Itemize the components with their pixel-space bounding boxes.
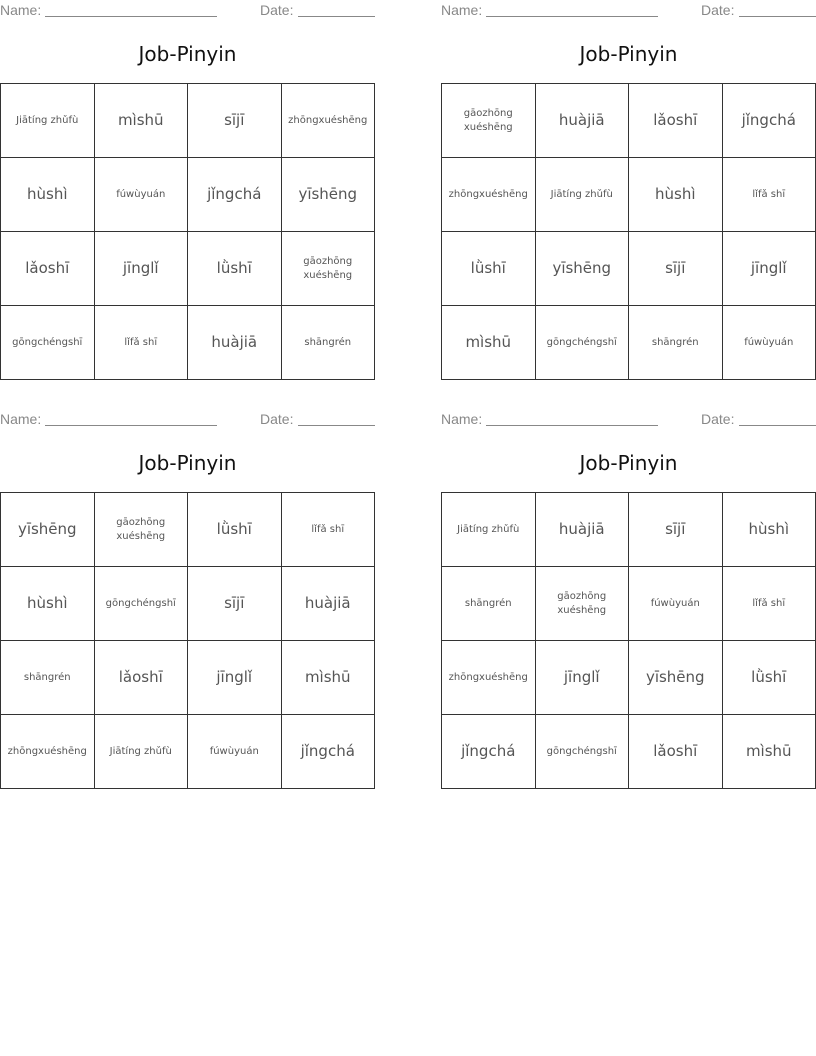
grid-cell: zhōngxuéshēng bbox=[442, 158, 536, 232]
grid-cell: fúwùyuán bbox=[629, 567, 723, 641]
date-blank bbox=[298, 16, 375, 17]
grid-cell: hùshì bbox=[1, 567, 95, 641]
card-title: Job-Pinyin bbox=[138, 451, 237, 475]
bingo-card bbox=[441, 0, 816, 380]
grid-row bbox=[1, 641, 375, 715]
name-label: Name: bbox=[441, 2, 483, 18]
grid-cell: jīnglǐ bbox=[722, 232, 816, 306]
grid-cell: yīshēng bbox=[535, 232, 629, 306]
date-label: Date: bbox=[701, 411, 735, 427]
grid-row bbox=[1, 493, 375, 567]
bingo-grid bbox=[0, 83, 375, 380]
grid-cell: jǐngchá bbox=[442, 715, 536, 789]
grid-cell: sījī bbox=[629, 493, 723, 567]
grid-cell: yīshēng bbox=[281, 158, 375, 232]
grid-cell: hùshì bbox=[1, 158, 95, 232]
grid-cell: lǎoshī bbox=[629, 715, 723, 789]
bingo-grid bbox=[441, 492, 816, 789]
grid-cell: Jiātíng zhǔfù bbox=[1, 84, 95, 158]
grid-cell: Jiātíng zhǔfù bbox=[94, 715, 188, 789]
grid-cell: hùshì bbox=[722, 493, 816, 567]
grid-cell: lǜshī bbox=[722, 641, 816, 715]
grid-cell: huàjiā bbox=[188, 306, 282, 380]
bingo-card bbox=[441, 409, 816, 789]
grid-cell: lǐfǎ shī bbox=[94, 306, 188, 380]
grid-cell: shāngrén bbox=[1, 641, 95, 715]
name-label: Name: bbox=[0, 411, 42, 427]
grid-cell: zhōngxuéshēng bbox=[1, 715, 95, 789]
bingo-card bbox=[0, 0, 375, 380]
grid-cell: lǜshī bbox=[188, 232, 282, 306]
grid-cell: mìshū bbox=[94, 84, 188, 158]
grid-cell: gōngchéngshī bbox=[535, 715, 629, 789]
bingo-grid bbox=[0, 492, 375, 789]
grid-cell: gāozhōng xuéshēng bbox=[535, 567, 629, 641]
grid-cell: gōngchéngshī bbox=[535, 306, 629, 380]
card-header bbox=[0, 411, 375, 429]
grid-row bbox=[1, 567, 375, 641]
grid-cell: fúwùyuán bbox=[188, 715, 282, 789]
grid-cell: lǜshī bbox=[442, 232, 536, 306]
grid-cell: huàjiā bbox=[281, 567, 375, 641]
grid-cell: gāozhōng xuéshēng bbox=[281, 232, 375, 306]
grid-cell: huàjiā bbox=[535, 84, 629, 158]
grid-row bbox=[442, 84, 816, 158]
card-header bbox=[0, 2, 375, 20]
grid-cell: sījī bbox=[188, 84, 282, 158]
grid-cell: zhōngxuéshēng bbox=[442, 641, 536, 715]
grid-cell: gāozhōng xuéshēng bbox=[442, 84, 536, 158]
date-label: Date: bbox=[701, 2, 735, 18]
grid-cell: jǐngchá bbox=[722, 84, 816, 158]
grid-row bbox=[442, 493, 816, 567]
grid-row bbox=[1, 84, 375, 158]
date-blank bbox=[739, 425, 816, 426]
grid-row bbox=[442, 641, 816, 715]
card-title: Job-Pinyin bbox=[579, 42, 678, 66]
grid-cell: lǎoshī bbox=[1, 232, 95, 306]
name-blank bbox=[486, 425, 658, 426]
grid-cell: jǐngchá bbox=[281, 715, 375, 789]
card-header bbox=[441, 411, 816, 429]
date-label: Date: bbox=[260, 411, 294, 427]
grid-cell: mìshū bbox=[442, 306, 536, 380]
grid-row bbox=[1, 232, 375, 306]
name-blank bbox=[45, 16, 217, 17]
grid-cell: yīshēng bbox=[629, 641, 723, 715]
grid-row bbox=[1, 306, 375, 380]
grid-cell: huàjiā bbox=[535, 493, 629, 567]
grid-cell: sījī bbox=[629, 232, 723, 306]
card-title: Job-Pinyin bbox=[579, 451, 678, 475]
grid-cell: jǐngchá bbox=[188, 158, 282, 232]
grid-cell: lǐfǎ shī bbox=[722, 567, 816, 641]
grid-cell: gōngchéngshī bbox=[94, 567, 188, 641]
grid-row bbox=[442, 567, 816, 641]
card-title: Job-Pinyin bbox=[138, 42, 237, 66]
grid-cell: gōngchéngshī bbox=[1, 306, 95, 380]
grid-row bbox=[442, 158, 816, 232]
grid-row bbox=[1, 715, 375, 789]
grid-cell: Jiātíng zhǔfù bbox=[535, 158, 629, 232]
grid-cell: shāngrén bbox=[629, 306, 723, 380]
bingo-card bbox=[0, 409, 375, 789]
grid-row bbox=[1, 158, 375, 232]
grid-cell: shāngrén bbox=[442, 567, 536, 641]
name-label: Name: bbox=[0, 2, 42, 18]
date-blank bbox=[298, 425, 375, 426]
grid-cell: zhōngxuéshēng bbox=[281, 84, 375, 158]
grid-cell: Jiātíng zhǔfù bbox=[442, 493, 536, 567]
grid-cell: lǜshī bbox=[188, 493, 282, 567]
name-blank bbox=[45, 425, 217, 426]
grid-row bbox=[442, 232, 816, 306]
grid-cell: sījī bbox=[188, 567, 282, 641]
grid-cell: lǎoshī bbox=[629, 84, 723, 158]
grid-cell: fúwùyuán bbox=[94, 158, 188, 232]
grid-cell: fúwùyuán bbox=[722, 306, 816, 380]
name-label: Name: bbox=[441, 411, 483, 427]
grid-cell: shāngrén bbox=[281, 306, 375, 380]
grid-cell: jīnglǐ bbox=[188, 641, 282, 715]
date-blank bbox=[739, 16, 816, 17]
grid-row bbox=[442, 306, 816, 380]
grid-cell: mìshū bbox=[281, 641, 375, 715]
grid-cell: yīshēng bbox=[1, 493, 95, 567]
grid-cell: gāozhōng xuéshēng bbox=[94, 493, 188, 567]
grid-cell: lǐfǎ shī bbox=[281, 493, 375, 567]
grid-cell: lǐfǎ shī bbox=[722, 158, 816, 232]
grid-cell: jīnglǐ bbox=[94, 232, 188, 306]
name-blank bbox=[486, 16, 658, 17]
grid-cell: lǎoshī bbox=[94, 641, 188, 715]
grid-cell: jīnglǐ bbox=[535, 641, 629, 715]
card-header bbox=[441, 2, 816, 20]
grid-cell: hùshì bbox=[629, 158, 723, 232]
date-label: Date: bbox=[260, 2, 294, 18]
grid-row bbox=[442, 715, 816, 789]
grid-cell: mìshū bbox=[722, 715, 816, 789]
bingo-grid bbox=[441, 83, 816, 380]
